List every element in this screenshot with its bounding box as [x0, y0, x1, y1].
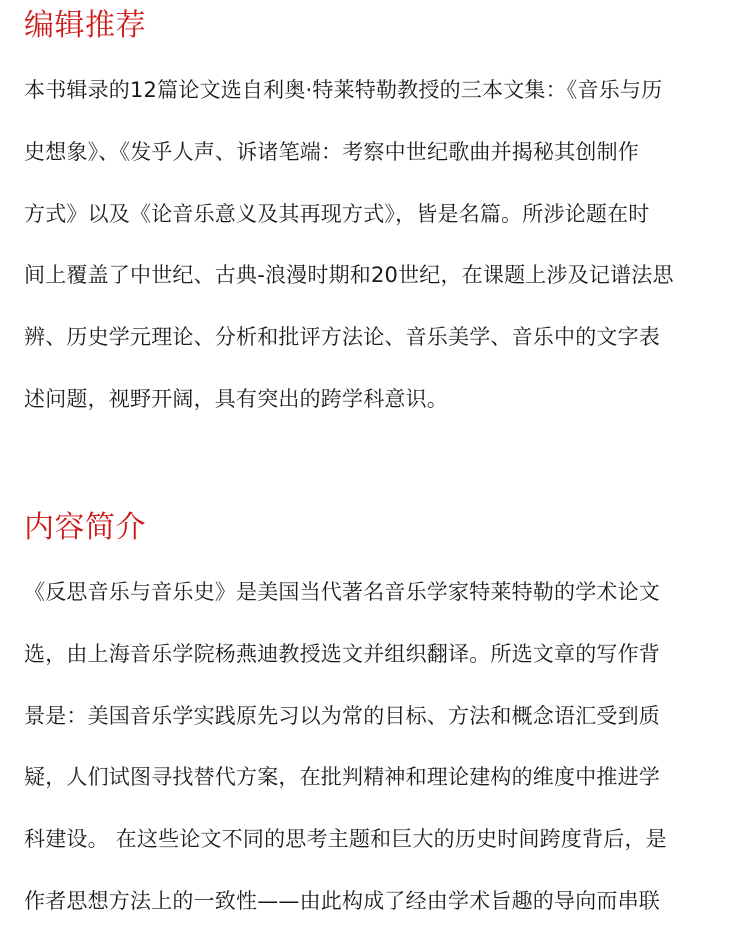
- paragraph-line: 史想象》、《发乎人声、诉诸笔端：考察中世纪歌曲并揭秘其创制作: [24, 139, 639, 164]
- section-body-editor-recommendation: [24, 60, 714, 431]
- paragraph-line: 科建设。 在这些论文不同的思考主题和巨大的历史时间跨度背后，是: [24, 827, 667, 852]
- paragraph-line: 景是：美国音乐学实践原先习以为常的目标、方法和概念语汇受到质: [24, 703, 660, 728]
- paragraph-line: 作者思想方法上的一致性——由此构成了经由学术旨趣的导向而串联: [24, 888, 660, 913]
- paragraph-line: 《反思音乐与音乐史》是美国当代著名音乐学家特莱特勒的学术论文: [24, 580, 660, 604]
- paragraph-line: 方式》以及《论音乐意义及其再现方式》，皆是名篇。所涉论题在时: [24, 201, 650, 226]
- section-title-editor-recommendation: 编辑推荐: [24, 8, 146, 43]
- paragraph-line: 疑，人们试图寻找替代方案，在批判精神和理论建构的维度中推进学: [24, 765, 660, 790]
- paragraph-line: 辨、历史学元理论、分析和批评方法论、音乐美学、音乐中的文字表: [24, 325, 660, 350]
- section-title-content-summary: 内容简介: [24, 510, 146, 545]
- paragraph-line: 述问题，视野开阔，具有突出的跨学科意识。: [24, 386, 448, 411]
- paragraph-line: 选，由上海音乐学院杨燕迪教授选文并组织翻译。所选文章的写作背: [24, 641, 660, 666]
- paragraph-line: 间上覆盖了中世纪、古典-浪漫时期和20世纪，在课题上涉及记谱法思: [24, 263, 674, 288]
- paragraph-line: 本书辑录的12篇论文选自利奥·特莱特勒教授的三本文集：《音乐与历: [24, 78, 663, 102]
- section-body-content-summary: [24, 562, 714, 929]
